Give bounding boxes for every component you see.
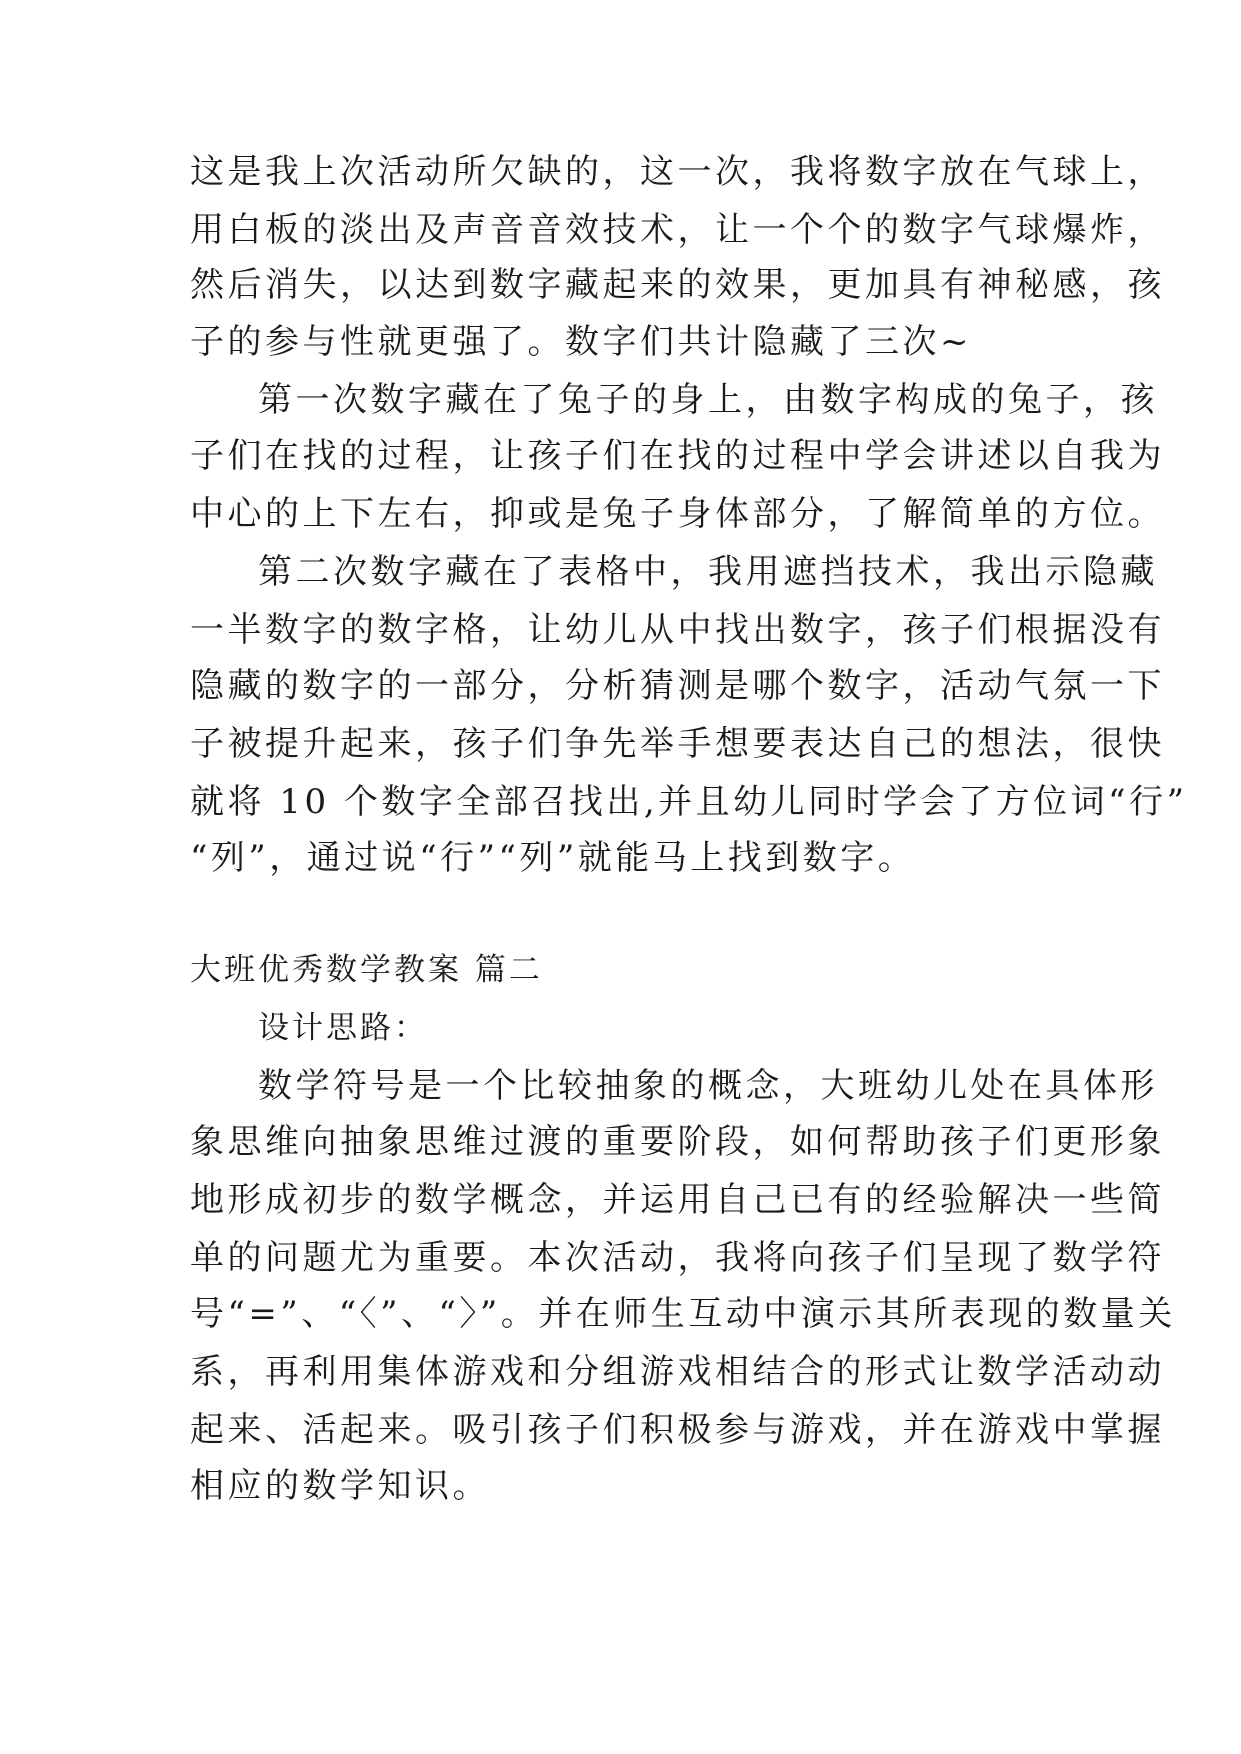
paragraph-line: 就将 10 个数字全部召找出,并且幼儿同时学会了方位词“行” (190, 782, 1188, 822)
section-subtitle: 设计思路： (258, 1010, 428, 1046)
paragraph-line: 然后消失，以达到数字藏起来的效果，更加具有神秘感，孩 (190, 265, 1165, 305)
paragraph-line: 子被提升起来，孩子们争先举手想要表达自己的想法，很快 (190, 724, 1165, 764)
paragraph-line: 用白板的淡出及声音音效技术，让一个个的数字气球爆炸， (190, 210, 1165, 250)
paragraph-line: 隐藏的数字的一部分，分析猜测是哪个数字，活动气氛一下 (190, 666, 1165, 706)
paragraph-line: 相应的数学知识。 (190, 1466, 490, 1506)
paragraph-line: 数学符号是一个比较抽象的概念，大班幼儿处在具体形 (258, 1066, 1158, 1106)
paragraph-line: 子们在找的过程，让孩子们在找的过程中学会讲述以自我为 (190, 436, 1165, 476)
paragraph-line: “列”，通过说“行”“列”就能马上找到数字。 (190, 838, 916, 878)
paragraph-line: 这是我上次活动所欠缺的，这一次，我将数字放在气球上， (190, 152, 1165, 192)
paragraph-line: 单的问题尤为重要。本次活动，我将向孩子们呈现了数学符 (190, 1238, 1165, 1278)
paragraph-line: 起来、活起来。吸引孩子们积极参与游戏，并在游戏中掌握 (190, 1410, 1165, 1450)
paragraph-line: 子的参与性就更强了。数字们共计隐藏了三次~ (190, 322, 972, 362)
paragraph-line: 第二次数字藏在了表格中，我用遮挡技术，我出示隐藏 (258, 552, 1158, 592)
paragraph-line: 一半数字的数字格，让幼儿从中找出数字，孩子们根据没有 (190, 610, 1165, 650)
paragraph-line: 象思维向抽象思维过渡的重要阶段，如何帮助孩子们更形象 (190, 1122, 1165, 1162)
paragraph-line: 中心的上下左右，抑或是兔子身体部分，了解简单的方位。 (190, 494, 1165, 534)
paragraph-line: 系，再利用集体游戏和分组游戏相结合的形式让数学活动动 (190, 1352, 1165, 1392)
paragraph-line: 第一次数字藏在了兔子的身上，由数字构成的兔子，孩 (258, 380, 1158, 420)
paragraph-line: 号“=”、“〈”、“〉”。并在师生互动中演示其所表现的数量关 (190, 1294, 1176, 1334)
paragraph-line: 地形成初步的数学概念，并运用自己已有的经验解决一些简 (190, 1180, 1165, 1220)
section-title: 大班优秀数学教案 篇二 (190, 952, 543, 988)
